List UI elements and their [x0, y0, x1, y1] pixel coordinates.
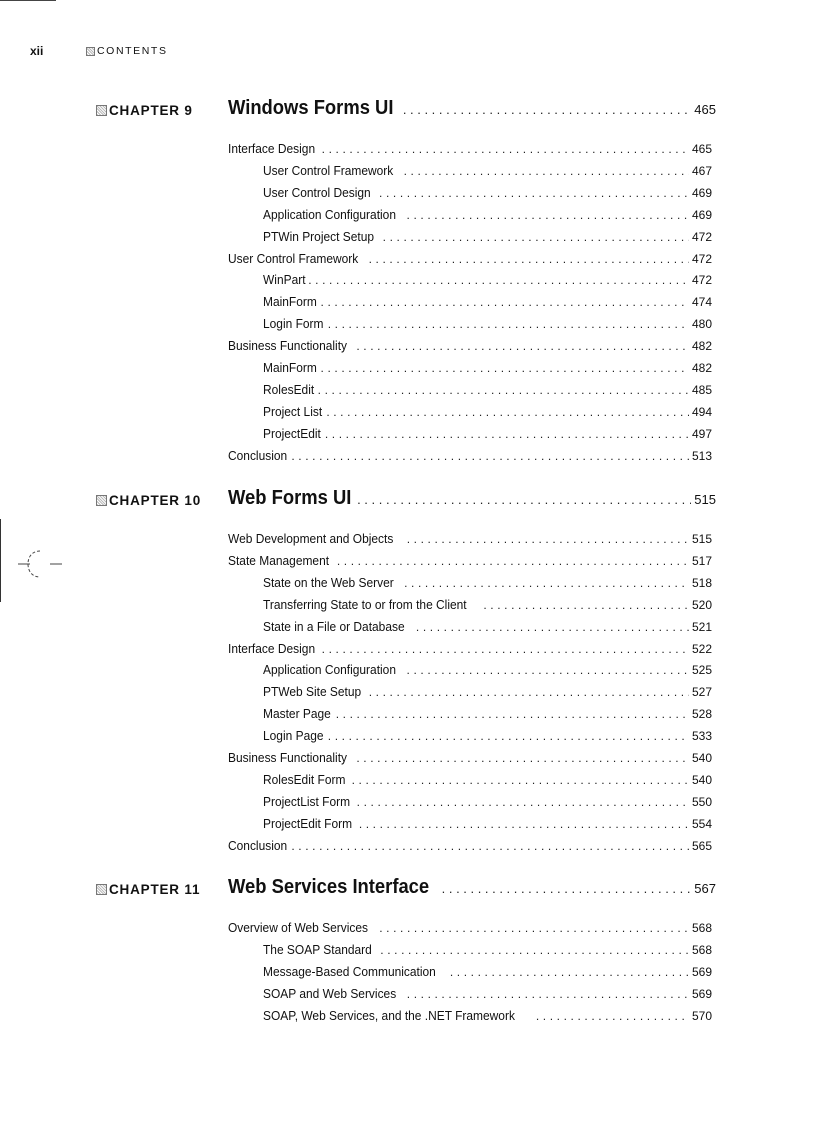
dot-leader [336, 707, 689, 721]
entry-title: Conclusion [228, 837, 288, 853]
entry-title: RolesEdit [263, 381, 315, 397]
toc-subentry[interactable] [263, 272, 712, 290]
dot-leader [322, 142, 689, 156]
dot-leader [328, 729, 689, 743]
entry-title: ProjectList Form [263, 793, 351, 809]
entry-page-number: 465 [691, 142, 712, 156]
toc-subentry[interactable] [263, 382, 712, 400]
toc-subentry[interactable] [263, 1008, 712, 1026]
chapter-label [96, 493, 201, 508]
toc-entry[interactable] [228, 920, 712, 938]
entry-title: Transferring State to or from the Client [263, 596, 467, 612]
toc-entry[interactable] [228, 141, 712, 159]
entry-page-number: 525 [691, 663, 712, 678]
chapter-marker-icon [96, 105, 107, 116]
dot-leader [407, 663, 689, 677]
toc-subentry[interactable] [263, 316, 712, 334]
chapter-number: CHAPTER 9 [109, 103, 193, 118]
chapter-title-row [228, 97, 716, 120]
chapter-label [96, 882, 200, 897]
chapter-marker-icon [96, 884, 107, 895]
entry-title: User Control Framework [228, 250, 359, 266]
dot-leader [357, 492, 691, 507]
dot-leader [326, 405, 689, 419]
entry-title: Message-Based Communication [263, 963, 436, 979]
toc-subentry[interactable] [263, 575, 712, 593]
chapter-heading[interactable] [96, 97, 716, 133]
dot-leader [356, 339, 689, 353]
entry-page-number: 568 [691, 921, 712, 935]
entry-title: Interface Design [228, 141, 316, 156]
toc-entry[interactable] [228, 251, 712, 269]
dot-leader [291, 839, 689, 853]
entry-title: ProjectEdit [263, 425, 321, 441]
entry-page-number: 469 [691, 185, 712, 200]
dot-leader [416, 620, 689, 634]
dot-leader [318, 383, 689, 397]
entry-title: PTWeb Site Setup [263, 684, 362, 700]
toc-subentry[interactable] [263, 942, 712, 960]
entry-title: PTWin Project Setup [263, 228, 375, 244]
entry-page-number: 485 [691, 382, 712, 397]
dot-leader [442, 881, 692, 896]
entry-title: Login Page [263, 728, 324, 744]
entry-page-number: 472 [691, 229, 712, 244]
entry-page-number: 521 [691, 619, 712, 634]
entry-title: Login Form [263, 316, 324, 332]
chapter-label [96, 103, 193, 118]
entry-page-number: 467 [691, 163, 712, 178]
toc-subentry[interactable] [263, 185, 712, 203]
entry-page-number: 494 [691, 404, 712, 419]
entry-title: Master Page [263, 706, 331, 722]
dot-leader [380, 943, 689, 957]
toc-subentry[interactable] [263, 404, 712, 422]
entry-title: State on the Web Server [263, 574, 394, 590]
entry-title: Web Development and Objects [228, 531, 394, 546]
dot-leader [407, 532, 689, 546]
top-rule [0, 0, 56, 1]
entry-page-number: 528 [691, 707, 712, 722]
entry-page-number: 569 [691, 986, 712, 1001]
chapter-heading[interactable] [96, 876, 716, 912]
dot-leader [379, 921, 689, 935]
dot-leader [536, 1009, 689, 1023]
entry-title: User Control Design [263, 184, 371, 200]
dot-leader [357, 795, 689, 809]
dot-leader [383, 230, 689, 244]
entry-title: Interface Design [228, 640, 316, 656]
chapter-title-row [228, 487, 716, 510]
entry-page-number: 540 [691, 772, 712, 787]
running-head-title: CONTENTS [97, 45, 168, 57]
dot-leader [291, 449, 689, 463]
dot-leader [403, 102, 691, 117]
entry-page-number: 482 [691, 361, 712, 375]
chapter-page-number: 465 [694, 102, 716, 117]
toc-subentry[interactable] [263, 816, 712, 834]
dot-leader [359, 817, 689, 831]
dot-leader [369, 252, 689, 266]
dot-leader [321, 295, 689, 309]
dot-leader [321, 361, 689, 375]
entry-page-number: 569 [691, 964, 712, 979]
entry-page-number: 513 [691, 448, 712, 463]
entry-title: WinPart [263, 272, 306, 288]
dot-leader [404, 576, 689, 590]
entry-page-number: 518 [691, 575, 712, 590]
entry-title: Application Configuration [263, 662, 396, 678]
chapter-marker-icon [96, 495, 107, 506]
chapter-title-row [228, 876, 716, 899]
dot-leader [379, 186, 689, 200]
toc-subentry[interactable] [263, 426, 712, 444]
entry-page-number: 515 [691, 532, 712, 546]
toc-entry[interactable] [228, 641, 712, 659]
dot-leader [328, 317, 689, 331]
chapter-number: CHAPTER 11 [109, 882, 201, 897]
entry-title: Business Functionality [228, 338, 347, 354]
toc-subentry[interactable] [263, 294, 712, 312]
entry-title: State Management [228, 552, 330, 568]
entry-title: Project List [263, 403, 323, 419]
dot-leader [369, 685, 689, 699]
toc-subentry[interactable] [263, 360, 712, 378]
dot-leader [404, 164, 689, 178]
toc-subentry[interactable] [263, 597, 712, 615]
toc-subentry[interactable] [263, 772, 712, 790]
entry-page-number: 474 [691, 295, 712, 310]
dot-leader [356, 751, 689, 765]
entry-title: MainForm [263, 360, 317, 375]
entry-title: Application Configuration [263, 206, 396, 222]
toc-subentry[interactable] [263, 684, 712, 702]
running-head [30, 43, 168, 59]
entry-page-number: 497 [691, 426, 712, 441]
entry-title: Overview of Web Services [228, 920, 369, 935]
toc-subentry[interactable] [263, 728, 712, 746]
entry-title: State in a File or Database [263, 618, 405, 634]
dot-leader [322, 642, 689, 656]
entry-title: The SOAP Standard [263, 941, 372, 957]
chapter-heading[interactable] [96, 487, 716, 523]
entry-page-number: 482 [691, 339, 712, 354]
entry-title: User Control Framework [263, 162, 394, 178]
entry-title: RolesEdit Form [263, 771, 346, 787]
entry-title: Conclusion [228, 447, 288, 463]
chapter-page-number: 567 [694, 881, 716, 896]
toc-entry[interactable] [228, 838, 712, 856]
entry-page-number: 540 [691, 751, 712, 765]
entry-page-number: 480 [691, 317, 712, 332]
dot-leader [407, 208, 689, 222]
left-crop-line [0, 519, 1, 602]
entry-title: SOAP, Web Services, and the .NET Framework [263, 1007, 515, 1023]
entry-page-number: 554 [691, 816, 712, 831]
entry-title: Business Functionality [228, 750, 347, 765]
entry-title: MainForm [263, 294, 317, 310]
entry-page-number: 517 [691, 553, 712, 568]
toc-subentry[interactable] [263, 986, 712, 1004]
toc-subentry[interactable] [263, 964, 712, 982]
dot-leader [337, 554, 689, 568]
toc-subentry[interactable] [263, 662, 712, 680]
toc-subentry[interactable] [263, 619, 712, 637]
toc-entry[interactable] [228, 448, 712, 466]
chapter-page-number: 515 [694, 492, 716, 507]
entry-page-number: 550 [691, 794, 712, 809]
section-marker-icon [86, 47, 95, 56]
entry-page-number: 533 [691, 729, 712, 744]
dot-leader [407, 987, 689, 1001]
entry-page-number: 565 [691, 838, 712, 853]
toc-entry[interactable] [228, 531, 712, 549]
chapter-title: Windows Forms UI [228, 97, 394, 119]
entry-page-number: 570 [691, 1008, 712, 1023]
entry-page-number: 520 [691, 597, 712, 612]
dot-leader [352, 773, 689, 787]
entry-title: ProjectEdit Form [263, 815, 353, 831]
toc-subentry[interactable] [263, 207, 712, 225]
toc-entry[interactable] [228, 338, 712, 356]
toc-subentry[interactable] [263, 706, 712, 724]
entry-page-number: 472 [691, 251, 712, 266]
entry-page-number: 568 [691, 942, 712, 957]
dot-leader [483, 598, 689, 612]
entry-page-number: 522 [691, 641, 712, 656]
registration-mark-icon [18, 549, 62, 579]
chapter-number: CHAPTER 10 [109, 493, 202, 508]
entry-page-number: 469 [691, 207, 712, 222]
toc-entry[interactable] [228, 750, 712, 768]
toc-subentry[interactable] [263, 229, 712, 247]
dot-leader [308, 273, 689, 287]
entry-page-number: 527 [691, 685, 712, 700]
page-number: xii [30, 44, 44, 58]
entry-title: SOAP and Web Services [263, 985, 397, 1001]
chapter-title: Web Forms UI [228, 487, 352, 509]
toc-entry[interactable] [228, 553, 712, 571]
dot-leader [325, 427, 689, 441]
entry-page-number: 472 [691, 273, 712, 288]
toc-subentry[interactable] [263, 794, 712, 812]
dot-leader [450, 965, 689, 979]
chapter-title: Web Services Interface [228, 876, 430, 898]
toc-subentry[interactable] [263, 163, 712, 181]
